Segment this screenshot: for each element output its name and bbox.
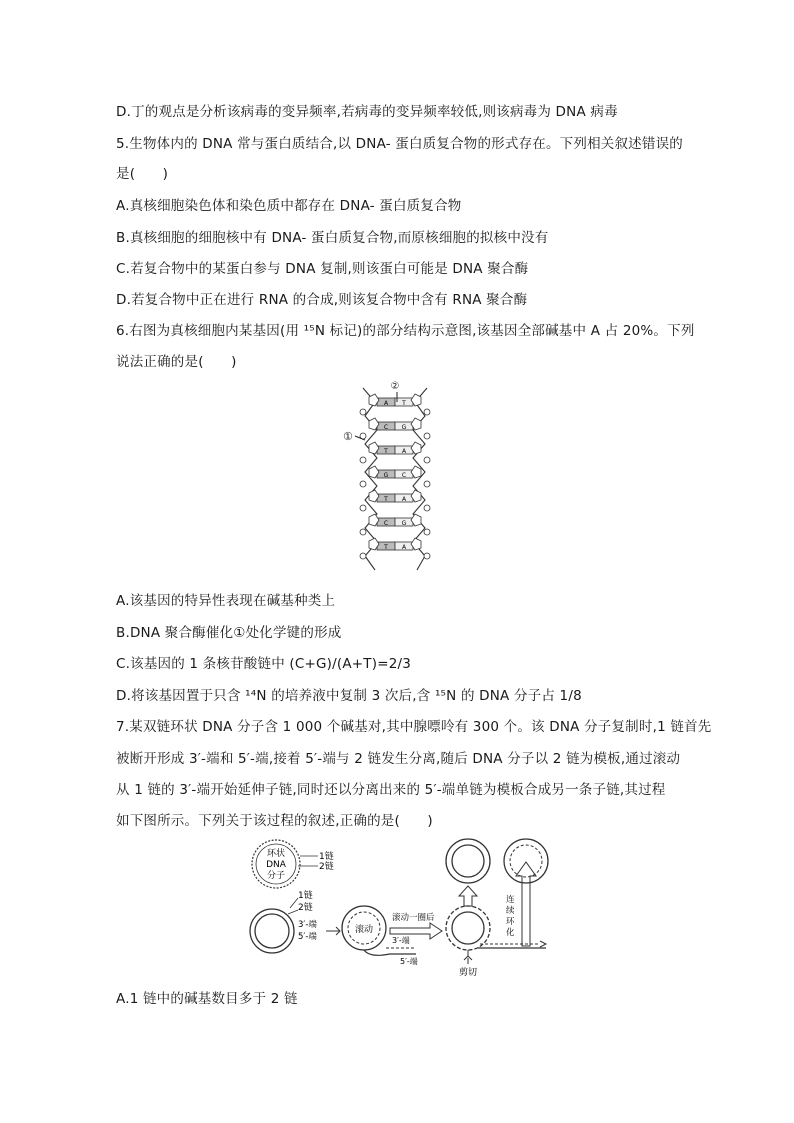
option-d-q4: D.丁的观点是分析该病毒的变异频率,若病毒的变异频率较低,则该病毒为 DNA 病毒 [116,104,618,120]
question-5-stem: 5.生物体内的 DNA 常与蛋白质结合,以 DNA- 蛋白质复合物的形式存在。下列相关叙述错误的 [116,136,683,152]
circ-2: 续 [506,906,515,916]
question-5-stem-cont: 是( ) [116,166,169,182]
option-d-q5: D.若复合物中正在进行 RNA 的合成,则该复合物中含有 RNA 聚合酶 [116,292,528,308]
option-c-q5: C.若复合物中的某蛋白参与 DNA 复制,则该蛋白可能是 DNA 聚合酶 [116,261,529,277]
base-left: C [383,424,389,431]
question-6-stem-cont: 说法正确的是( ) [116,354,237,370]
question-7-stem-cont1: 被断开形成 3′-端和 5′-端,接着 5′-端与 2 链发生分离,随后 DNA 分子以 2 链为模板,通过滚动 [116,751,681,767]
base-right: G [401,520,407,527]
chain1-label: 1链 [319,852,334,862]
option-a-q7: A.1 链中的碱基数目多于 2 链 [116,991,298,1007]
base-left: T [384,496,388,503]
ring-label-2: DNA [266,860,286,870]
question-6-stem: 6.右图为真核细胞内某基因(用 ¹⁵N 标记)的部分结构示意图,该基因全部碱基中 A 占 20%。下列 [116,323,695,339]
option-b-q5: B.真核细胞的细胞核中有 DNA- 蛋白质复合物,而原核细胞的拟核中没有 [116,230,549,246]
base-left: A [383,400,389,407]
base-left: T [384,448,388,455]
base-right: A [401,496,407,503]
base-pair [360,418,430,439]
chain2-label: 2链 [319,862,334,872]
base-pair [360,442,430,463]
base-right: T [402,400,406,407]
label-1: ① [343,430,353,443]
base-right: G [401,424,407,431]
question-7-stem-cont2: 从 1 链的 3′-端开始延伸子链,同时还以分离出来的 5′-端单链为模板合成另一条子链,其过程 [116,782,666,798]
rolling-replication-figure [240,836,560,978]
base-left: G [383,472,389,479]
question-7-stem-cont3: 如下图所示。下列关于该过程的叙述,正确的是( ) [116,813,433,829]
question-7-stem: 7.某双链环状 DNA 分子含 1 000 个碱基对,其中腺嘌呤有 300 个。该 DNA 分子复制时,1 链首先 [116,719,712,735]
base-pair [360,466,430,487]
base-pair [360,490,430,511]
base-pair [360,538,430,559]
ring-label-1: 环状 [266,849,286,859]
base-left: T [384,544,388,551]
base-right: A [401,448,407,455]
after-roll-label: 滚动一圈后 [392,913,435,923]
label-2: ② [390,381,400,392]
circ-1: 连 [506,895,515,905]
cut-label: 剪切 [458,968,478,978]
base-left: C [383,520,389,527]
option-a-q5: A.真核细胞染色体和染色质中都存在 DNA- 蛋白质复合物 [116,198,462,214]
option-d-q6: D.将该基因置于只含 ¹⁴N 的培养液中复制 3 次后,含 ¹⁵N 的 DNA 分子占 1/8 [116,688,582,704]
chain1-b-label: 1链 [298,891,313,901]
circ-3: 环 [506,917,515,927]
ring-label-3: 分子 [266,871,286,881]
end3-right: 3′-端 [392,936,410,945]
option-b-q6: B.DNA 聚合酶催化①处化学键的形成 [116,625,342,641]
dna-structure-figure [335,380,455,580]
option-a-q6: A.该基因的特异性表现在碱基种类上 [116,593,336,609]
base-right: C [401,472,407,479]
end5-right: 5′-端 [400,957,418,966]
end5-left: 5′-端 [298,932,317,942]
chain2-b-label: 2链 [298,903,313,913]
base-right: A [401,544,407,551]
circ-4: 化 [506,928,515,938]
end3-left: 3′-端 [298,920,317,930]
option-c-q6: C.该基因的 1 条核苷酸链中 (C+G)/(A+T)=2/3 [116,656,412,672]
rolling-label: 滚动 [354,925,374,935]
base-pair [360,394,430,415]
base-pair [360,514,430,535]
